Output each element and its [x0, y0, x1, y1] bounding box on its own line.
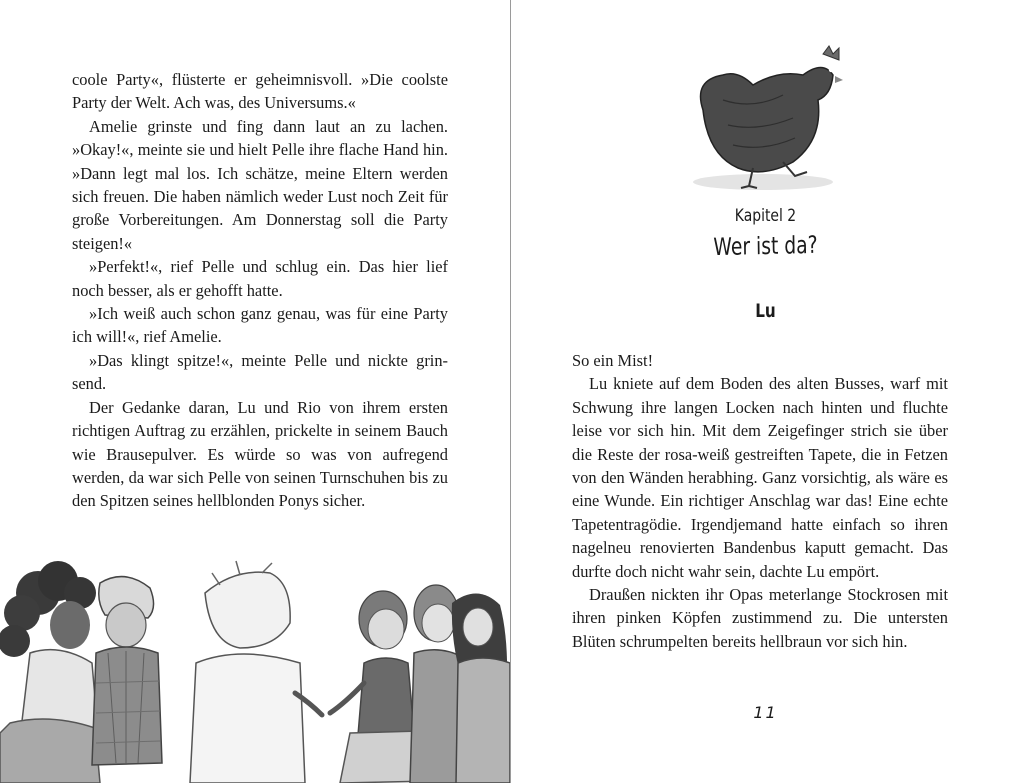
paragraph: »Ich weiß auch schon ganz genau, was für eine Party ich will!«, rief Amelie.: [72, 304, 448, 347]
paragraph: »Das klingt spitze!«, meinte Pelle und nickte grinsend.: [72, 350, 448, 394]
section-heading: Lu: [755, 300, 776, 322]
paragraph: So ein Mist!: [572, 351, 654, 370]
right-page-text: [572, 349, 948, 653]
page-number: 11: [753, 703, 778, 722]
right-page: [511, 0, 1020, 783]
paragraph: »Perfekt!«, rief Pelle und schlug ein. Das hier lief noch besser, als er gehofft hatte.: [72, 257, 448, 300]
paragraph: Amelie grinste und fing dann laut an zu lachen. »Okay!«, meinte sie und hielt Pelle ihre flache Hand hin. »Dann legt mal los. Ich schätze, meine Eltern werden sich freuen. Die haben nämlich weder Lust noch Zeit für große Vorbereitungen. Am Donnerstag soll die Party steigen!«: [72, 116, 448, 253]
chapter-title: Wer ist da?: [713, 230, 818, 262]
paragraph: coole Party«, flüsterte er geheimnisvoll. »Die coolste Party der Welt. Ach was, des Universums.«: [72, 70, 448, 113]
paragraph: Der Gedanke daran, Lu und Rio von ihrem ersten richtigen Auftrag zu erzählen, prickelte in seinem Bauch wie Brausepulver. Es würde so was von aufregend werden, da war sich Pelle von seinen Turnschuhen bis zu den Spitzen seines hellblonden Ponys sicher.: [72, 397, 448, 511]
boy-plaid-shirt-figure: [92, 577, 162, 765]
children-illustration: [0, 553, 510, 783]
boy-blond-back-figure: [190, 561, 322, 783]
girl-curly-hair-figure: [0, 561, 100, 783]
paragraph: Draußen nickten ihr Opas meterlange Stockrosen mit ihren pinken Köpfen zustimmend zu. Die untersten Blüten schrumpelten bereits hellbraun vor sich hin.: [572, 585, 948, 651]
paragraph: Lu kniete auf dem Boden des alten Busses, warf mit Schwung ihre langen Locken nach hinten und fluchte leise vor sich hin. Mit dem Zeigefinger strich sie über die Reste der rosa-weiß gestreiften Tapete, die in Fetzen von den Wänden herabhing. Ganz vorsichtig, als wäre es eine Wunde. Ein richtiger Anschlag war das! Eine echte Tapetentragödie. Irgendjemand hatte einfach so ihren nagelneu renovierten Bandenbus kaputt gemacht. Das durfte doch nicht wahr sein, dachte Lu empört.: [572, 374, 948, 581]
chapter-label: Kapitel 2: [734, 206, 797, 226]
hen-illustration: [683, 40, 843, 192]
left-page-text: [72, 68, 448, 513]
girl-dark-hair-figure: [452, 593, 510, 783]
